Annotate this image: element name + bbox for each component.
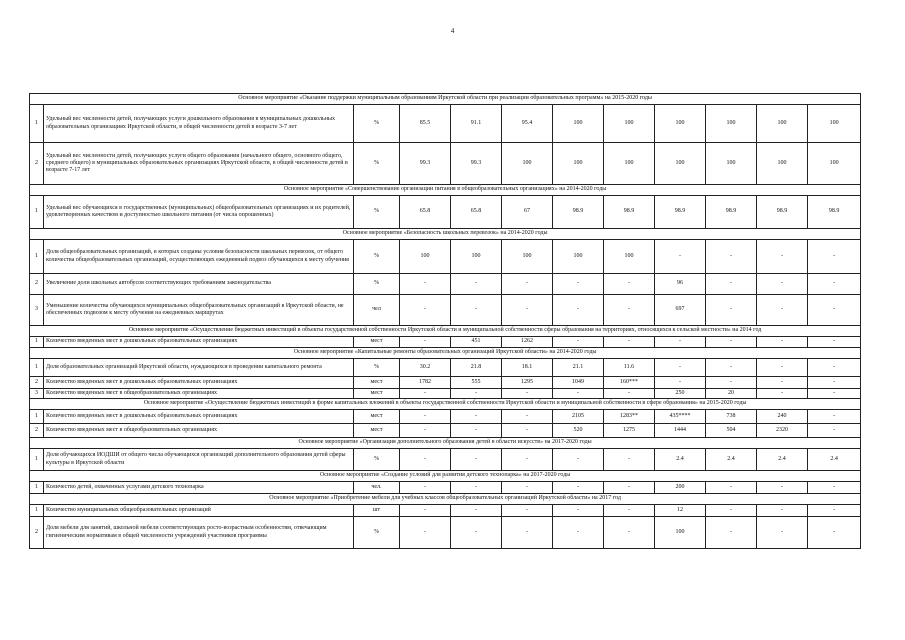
value-cell: - [604,449,655,471]
value-cell: 100 [706,105,757,143]
unit-cell: % [354,196,400,229]
value-cell: - [451,482,502,494]
value-cell: 100 [553,240,604,274]
indicator-name: Количество введенных мест в общеобразовательных организациях [44,389,354,399]
value-cell: - [502,505,553,517]
row-number: 2 [30,377,44,389]
value-cell: 100 [655,143,706,185]
value-cell: 100 [757,143,808,185]
value-cell: - [502,274,553,295]
value-cell: - [808,517,861,549]
value-cell: 240 [757,410,808,424]
row-number: 1 [30,359,44,377]
row-number: 3 [30,389,44,399]
value-cell: - [553,449,604,471]
value-cell: 99.3 [451,143,502,185]
value-cell: 21.8 [451,359,502,377]
table-row [30,505,861,517]
value-cell: 100 [604,105,655,143]
row-number: 2 [30,143,44,185]
value-cell: - [553,337,604,348]
section-title: Основное мероприятие «Безопасность школьных перевозок» на 2014-2020 годы [30,229,861,240]
value-cell: - [502,517,553,549]
value-cell: 1444 [655,424,706,438]
value-cell: 20 [706,389,757,399]
value-cell: - [604,517,655,549]
unit-cell: чел. [354,482,400,494]
table-row [30,389,861,399]
table-row [30,377,861,389]
section-header-row [30,185,861,196]
table-row [30,337,861,348]
unit-cell: мест [354,377,400,389]
value-cell: - [655,337,706,348]
value-cell: - [502,449,553,471]
value-cell: - [706,505,757,517]
value-cell: 1275 [604,424,655,438]
table-row [30,482,861,494]
unit-cell: % [354,359,400,377]
value-cell: - [808,505,861,517]
value-cell: - [706,274,757,295]
row-number: 1 [30,410,44,424]
value-cell: - [502,389,553,399]
value-cell: - [400,424,451,438]
section-header-row [30,471,861,482]
value-cell: - [400,410,451,424]
table-row [30,274,861,295]
unit-cell: мест [354,424,400,438]
value-cell: 250 [655,389,706,399]
value-cell: - [400,274,451,295]
value-cell: - [400,295,451,326]
indicator-name: Доля образовательных организаций Иркутской области, нуждающихся в проведении капитального ремонта [44,359,354,377]
table-row [30,359,861,377]
value-cell: - [706,295,757,326]
value-cell: 65.8 [451,196,502,229]
section-title: Основное мероприятие «Осуществление бюджетных инвестиций в форме капитальных вложений в объекты государственной собственности Иркутской области и муниципальной собственности в сфере образования» на 2015-2020 годы [30,399,861,410]
value-cell: - [757,295,808,326]
value-cell: - [808,295,861,326]
value-cell: - [757,517,808,549]
value-cell: - [451,424,502,438]
table-row [30,105,861,143]
value-cell: 504 [706,424,757,438]
value-cell: - [502,410,553,424]
value-cell: 67 [502,196,553,229]
row-number: 1 [30,482,44,494]
value-cell: - [604,274,655,295]
unit-cell: мест [354,410,400,424]
value-cell: - [400,482,451,494]
indicator-name: Доля общеобразовательных организаций, в которых созданы условия безопасности школьных перевозок, от общего количества общеобразовательных организаций, осуществляющих ежедневный подвоз обучающихся к месту обучения [44,240,354,274]
row-number: 1 [30,337,44,348]
value-cell: 100 [604,240,655,274]
value-cell: - [502,295,553,326]
value-cell: 100 [655,517,706,549]
value-cell: 100 [757,105,808,143]
value-cell: 11.6 [604,359,655,377]
value-cell: 12 [655,505,706,517]
indicator-name: Удельный вес численности детей, получающих услуги дошкольного образования в муниципальных дошкольных образовательных организациях Иркутской области, в общей численности детей в возрасте 3-7 лет [44,105,354,143]
indicator-name: Количество введенных мест в дошкольных образовательных организациях [44,410,354,424]
value-cell: - [808,337,861,348]
value-cell: - [553,389,604,399]
value-cell: - [451,410,502,424]
page-number: 4 [450,27,455,35]
value-cell: - [451,389,502,399]
value-cell: - [553,295,604,326]
value-cell: - [604,389,655,399]
section-title: Основное мероприятие «Капитальные ремонты образовательных организаций Иркутской области» на 2014-2020 годы [30,348,861,359]
row-number: 1 [30,240,44,274]
value-cell: - [655,240,706,274]
row-number: 1 [30,449,44,471]
value-cell: 100 [502,143,553,185]
value-cell: - [502,482,553,494]
value-cell: 100 [808,143,861,185]
value-cell: - [808,240,861,274]
value-cell: - [757,482,808,494]
value-cell: - [706,377,757,389]
value-cell: - [604,337,655,348]
unit-cell: мест [354,337,400,348]
unit-cell: % [354,105,400,143]
value-cell: 1782 [400,377,451,389]
value-cell: 160*** [604,377,655,389]
section-title: Основное мероприятие «Организация дополнительного образования детей в области искусств» на 2017-2020 годы [30,438,861,449]
value-cell: 100 [553,143,604,185]
section-title: Основное мероприятие «Создание условий для развития детского технопарка» на 2017-2020 годы [30,471,861,482]
value-cell: - [757,274,808,295]
value-cell: 520 [553,424,604,438]
value-cell: 2105 [553,410,604,424]
row-number: 1 [30,505,44,517]
section-title: Основное мероприятие «Совершенствование организации питания в общеобразовательных организациях» на 2014-2020 годы [30,185,861,196]
section-title: Основное мероприятие «Оказание поддержки муниципальным образованиям Иркутской области при реализации образовательных программ» на 2015-2020 годы [30,94,861,105]
value-cell: - [706,517,757,549]
value-cell: 98.9 [757,196,808,229]
value-cell: 96 [655,274,706,295]
value-cell: 85.5 [400,105,451,143]
section-title: Основное мероприятие «Осуществление бюджетных инвестиций в объекты государственной собственности Иркутской области и муниципальной собственности сферы образования на территориях, относящихся к сельской местности» на 2014 год [30,326,861,337]
value-cell: 98.9 [553,196,604,229]
table-row [30,517,861,549]
table-row [30,240,861,274]
row-number: 1 [30,105,44,143]
value-cell: 2.4 [655,449,706,471]
value-cell: - [400,389,451,399]
value-cell: - [808,424,861,438]
table-row [30,410,861,424]
row-number: 2 [30,517,44,549]
value-cell: 21.1 [553,359,604,377]
indicator-name: Удельный вес численности детей, получающих услуги общего образования (начального общего, основного общего, среднего общего) в муниципальных образовательных организациях Иркутской области, в общей численности детей в возрасте 7-17 лет [44,143,354,185]
value-cell: - [808,389,861,399]
value-cell: - [757,505,808,517]
value-cell: 200 [655,482,706,494]
indicator-name: Количество муниципальных общеобразовательных организаций [44,505,354,517]
value-cell: 100 [808,105,861,143]
value-cell: 1283** [604,410,655,424]
table-row [30,449,861,471]
value-cell: 2.4 [808,449,861,471]
value-cell: - [757,389,808,399]
value-cell: 697 [655,295,706,326]
value-cell: - [808,359,861,377]
value-cell: - [451,517,502,549]
value-cell: - [706,482,757,494]
table-row [30,143,861,185]
section-header-row [30,94,861,105]
indicator-name: Уменьшение количества обучающихся муниципальных общеобразовательных организаций в Иркутской области, не обеспеченных подвозом к месту обучения на ежедневных маршрутах [44,295,354,326]
value-cell: 738 [706,410,757,424]
value-cell: - [808,274,861,295]
value-cell: 2.4 [757,449,808,471]
unit-cell: % [354,274,400,295]
unit-cell: шт [354,505,400,517]
value-cell: 65.8 [400,196,451,229]
value-cell: 1262 [502,337,553,348]
section-header-row [30,438,861,449]
value-cell: 451 [451,337,502,348]
value-cell: - [808,410,861,424]
value-cell: 98.9 [604,196,655,229]
value-cell: 99.3 [400,143,451,185]
value-cell: - [400,505,451,517]
indicator-name: Удельный вес обучающихся в государственных (муниципальных) общеобразовательных организациях и их родителей, удовлетворенных качеством и доступностью школьного питания (от числа опрошенных) [44,196,354,229]
indicator-name: Доля мебели для занятий, школьной мебели соответствующих росто-возрастным особенностям, отвечающим гигиеническим нормативам в общей численности учреждений участников программы [44,517,354,549]
unit-cell: мест [354,389,400,399]
value-cell: - [757,337,808,348]
table-row [30,424,861,438]
value-cell: - [553,517,604,549]
value-cell: 555 [451,377,502,389]
value-cell: - [604,295,655,326]
section-header-row [30,326,861,337]
value-cell: 91.1 [451,105,502,143]
unit-cell: % [354,517,400,549]
row-number: 2 [30,274,44,295]
value-cell: - [706,240,757,274]
value-cell: - [655,359,706,377]
value-cell: 100 [502,240,553,274]
value-cell: - [757,377,808,389]
value-cell: - [655,377,706,389]
value-cell: - [451,505,502,517]
section-header-row [30,494,861,505]
value-cell: 100 [655,105,706,143]
indicator-name: Доля обучающихся ИОДШИ от общего числа обучающихся организаций дополнительного образования детей сферы культуры в Иркутской области [44,449,354,471]
value-cell: - [502,424,553,438]
value-cell: 98.9 [655,196,706,229]
value-cell: - [604,482,655,494]
value-cell: 100 [400,240,451,274]
unit-cell: % [354,240,400,274]
value-cell: - [553,274,604,295]
value-cell: 18.1 [502,359,553,377]
value-cell: 1049 [553,377,604,389]
indicators-table [29,93,861,549]
value-cell: 2320 [757,424,808,438]
value-cell: - [400,517,451,549]
value-cell: - [808,377,861,389]
section-header-row [30,348,861,359]
value-cell: 100 [553,105,604,143]
value-cell: 435**** [655,410,706,424]
value-cell: - [451,449,502,471]
value-cell: 98.9 [706,196,757,229]
unit-cell: чел [354,295,400,326]
value-cell: - [604,505,655,517]
value-cell: 100 [604,143,655,185]
value-cell: 95.4 [502,105,553,143]
value-cell: - [757,359,808,377]
row-number: 3 [30,295,44,326]
value-cell: - [451,274,502,295]
section-header-row [30,399,861,410]
value-cell: 100 [706,143,757,185]
value-cell: - [451,295,502,326]
section-title: Основное мероприятие «Приобретение мебели для учебных классов общеобразовательных организаций Иркутской области» на 2017 год [30,494,861,505]
value-cell: 2.4 [706,449,757,471]
value-cell: - [553,482,604,494]
value-cell: - [400,449,451,471]
value-cell: 98.9 [808,196,861,229]
value-cell: - [706,359,757,377]
table-row [30,196,861,229]
row-number: 2 [30,424,44,438]
value-cell: 100 [451,240,502,274]
section-header-row [30,229,861,240]
indicator-name: Количество детей, охваченных услугами детского технопарка [44,482,354,494]
indicator-name: Увеличение доли школьных автобусов соответствующих требованиям законодательства [44,274,354,295]
unit-cell: % [354,449,400,471]
value-cell: 1295 [502,377,553,389]
indicator-name: Количество введенных мест в дошкольных образовательных организациях [44,377,354,389]
indicator-name: Количество введенных мест в общеобразовательных организациях [44,424,354,438]
value-cell: - [706,337,757,348]
value-cell: - [400,337,451,348]
indicator-name: Количество введенных мест в дошкольных образовательных организациях [44,337,354,348]
value-cell: - [553,505,604,517]
table-row [30,295,861,326]
value-cell: 30.2 [400,359,451,377]
unit-cell: % [354,143,400,185]
value-cell: - [808,482,861,494]
row-number: 1 [30,196,44,229]
value-cell: - [757,240,808,274]
